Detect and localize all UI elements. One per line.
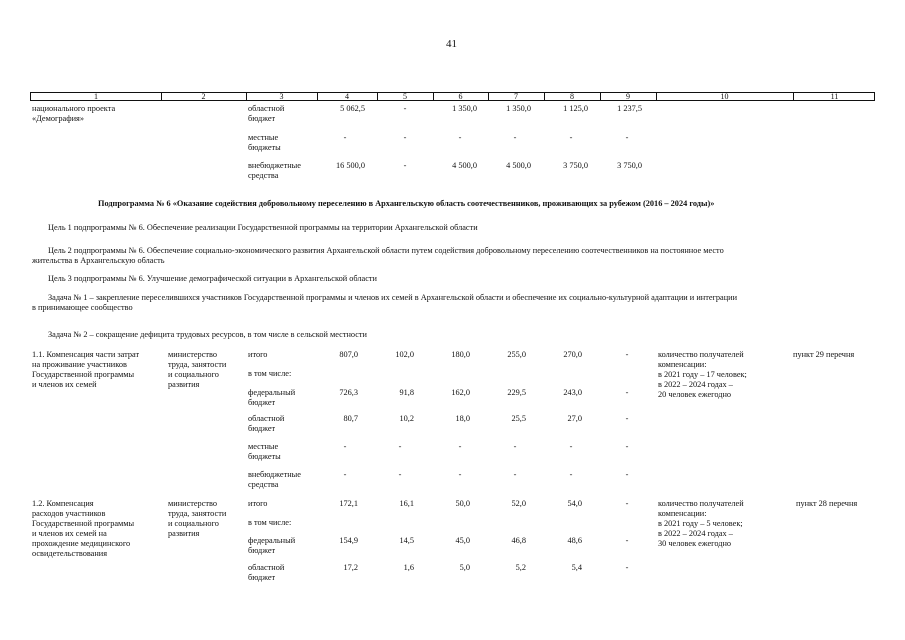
value-cell: - (343, 470, 347, 479)
value-cell: 45,0 (455, 536, 470, 545)
executor: министерство труда, занятости и социального развития (168, 499, 227, 538)
value-cell: 229,5 (507, 388, 526, 397)
task-1-continuation: в принимающее сообщество (32, 303, 133, 312)
value-cell: 17,2 (343, 563, 358, 572)
source-cell: итого (248, 350, 268, 359)
value-cell: 1 237,5 (617, 104, 642, 113)
value-cell: 27,0 (567, 414, 582, 423)
source-cell: внебюджетные средства (248, 161, 301, 180)
value-cell: 172,1 (339, 499, 358, 508)
value-cell: 162,0 (451, 388, 470, 397)
value-cell: - (625, 442, 629, 451)
value-cell: - (625, 133, 629, 142)
source-cell: областной бюджет (248, 414, 285, 433)
value-cell: - (625, 470, 629, 479)
column-number: 1 (94, 92, 98, 101)
goal-1: Цель 1 подпрограммы № 6. Обеспечение реализации Государственной программы на территории Архангельской области (48, 223, 478, 232)
value-cell: - (403, 161, 407, 170)
column-number: 3 (279, 92, 284, 101)
value-cell: - (625, 350, 629, 359)
value-cell: 5,0 (459, 563, 470, 572)
value-cell: 180,0 (451, 350, 470, 359)
value-cell: 16,1 (399, 499, 414, 508)
value-cell: 54,0 (567, 499, 582, 508)
activity-name: 1.1. Компенсация части затрат на проживание участников Государственной программы и членов их семей (32, 350, 140, 389)
column-number: 2 (201, 92, 206, 101)
value-cell: 14,5 (399, 536, 414, 545)
value-cell: - (569, 133, 573, 142)
column-number: 4 (345, 92, 349, 101)
subprogram-title: Подпрограмма № 6 «Оказание содействия добровольному переселению в Архангельскую область соотечественников, проживающих за рубежом (2016 – 2024 годы)» (98, 199, 715, 208)
source-cell: федеральный бюджет (248, 536, 296, 555)
page-number: 41 (446, 38, 457, 50)
value-cell: 50,0 (455, 499, 470, 508)
executor: министерство труда, занятости и социального развития (168, 350, 227, 389)
value-cell: 46,8 (511, 536, 526, 545)
goal-2-continuation: жительства в Архангельскую область (32, 256, 165, 265)
value-cell: 3 750,0 (617, 161, 642, 170)
value-cell: 25,5 (511, 414, 526, 423)
source-cell: федеральный бюджет (248, 388, 296, 407)
value-cell: - (625, 563, 629, 572)
activity-name: 1.2. Компенсация расходов участников Государственной программы и членов их семей на прохождение медицинского освидетельствования (32, 499, 135, 558)
value-cell: 5 062,5 (340, 104, 365, 113)
value-cell: - (403, 104, 407, 113)
value-cell: 52,0 (511, 499, 526, 508)
value-cell: - (569, 470, 573, 479)
value-cell: 48,6 (567, 536, 582, 545)
value-cell: 80,7 (343, 414, 358, 423)
source-cell: внебюджетные средства (248, 470, 301, 489)
value-cell: - (569, 442, 573, 451)
value-cell: 16 500,0 (335, 161, 365, 170)
goal-2: Цель 2 подпрограммы № 6. Обеспечение социально-экономического развития Архангельской области путем содействия добровольному переселению соотечественников на постоянное место (48, 246, 724, 255)
value-cell: 1 350,0 (506, 104, 531, 113)
value-cell: 5,2 (515, 563, 526, 572)
value-cell: 270,0 (563, 350, 582, 359)
value-cell: 1 350,0 (452, 104, 477, 113)
value-cell: - (458, 442, 462, 451)
column-number: 8 (570, 92, 574, 101)
goal-3: Цель 3 подпрограммы № 6. Улучшение демографической ситуации в Архангельской области (48, 274, 377, 283)
value-cell: 4 500,0 (452, 161, 477, 170)
column-number: 10 (720, 92, 729, 101)
source-cell: областной бюджет (248, 563, 285, 582)
reference-cell: пункт 29 перечня (793, 350, 855, 359)
value-cell: - (625, 536, 629, 545)
source-cell: местные бюджеты (248, 442, 281, 461)
column-number: 9 (626, 92, 630, 101)
value-cell: - (458, 133, 462, 142)
value-cell: 10,2 (399, 414, 414, 423)
value-cell: 1 125,0 (563, 104, 588, 113)
source-cell: в том числе: (248, 518, 292, 527)
value-cell: 5,4 (571, 563, 582, 572)
value-cell: - (625, 414, 629, 423)
value-cell: - (398, 442, 402, 451)
value-cell: 243,0 (563, 388, 582, 397)
indicator-cell: количество получателей компенсации: в 2021 году – 5 человек; в 2022 – 2024 годах – 30 человек ежегодно (658, 499, 744, 548)
source-cell: итого (248, 499, 268, 508)
value-cell: 3 750,0 (563, 161, 588, 170)
value-cell: 102,0 (395, 350, 414, 359)
value-cell: - (625, 388, 629, 397)
value-cell: 1,6 (403, 563, 414, 572)
value-cell: - (513, 442, 517, 451)
source-cell: в том числе: (248, 369, 292, 378)
value-cell: - (513, 470, 517, 479)
column-number: 6 (458, 92, 463, 101)
value-cell: - (343, 133, 347, 142)
column-number-header (30, 92, 875, 101)
column-number: 5 (403, 92, 407, 101)
value-cell: - (343, 442, 347, 451)
value-cell: 18,0 (455, 414, 470, 423)
value-cell: 807,0 (339, 350, 358, 359)
value-cell: - (458, 470, 462, 479)
task-1: Задача № 1 – закрепление переселившихся участников Государственной программы и членов их семей в Архангельской области и обеспечение их социально-культурной адаптации и интеграции (48, 293, 738, 302)
project-name-cell: национального проекта «Демография» (32, 104, 116, 123)
value-cell: 91,8 (399, 388, 414, 397)
reference-cell: пункт 28 перечня (796, 499, 858, 508)
value-cell: - (403, 133, 407, 142)
value-cell: 726,3 (339, 388, 358, 397)
value-cell: - (398, 470, 402, 479)
column-number: 11 (830, 92, 839, 101)
value-cell: - (625, 499, 629, 508)
value-cell: 154,9 (339, 536, 358, 545)
column-number: 7 (514, 92, 518, 101)
source-cell: местные бюджеты (248, 133, 281, 152)
value-cell: 255,0 (507, 350, 526, 359)
value-cell: - (513, 133, 517, 142)
value-cell: 4 500,0 (506, 161, 531, 170)
indicator-cell: количество получателей компенсации: в 2021 году – 17 человек; в 2022 – 2024 годах – 20 человек ежегодно (658, 350, 747, 399)
source-cell: областной бюджет (248, 104, 285, 123)
task-2: Задача № 2 – сокращение дефицита трудовых ресурсов, в том числе в сельской местности (48, 330, 367, 339)
